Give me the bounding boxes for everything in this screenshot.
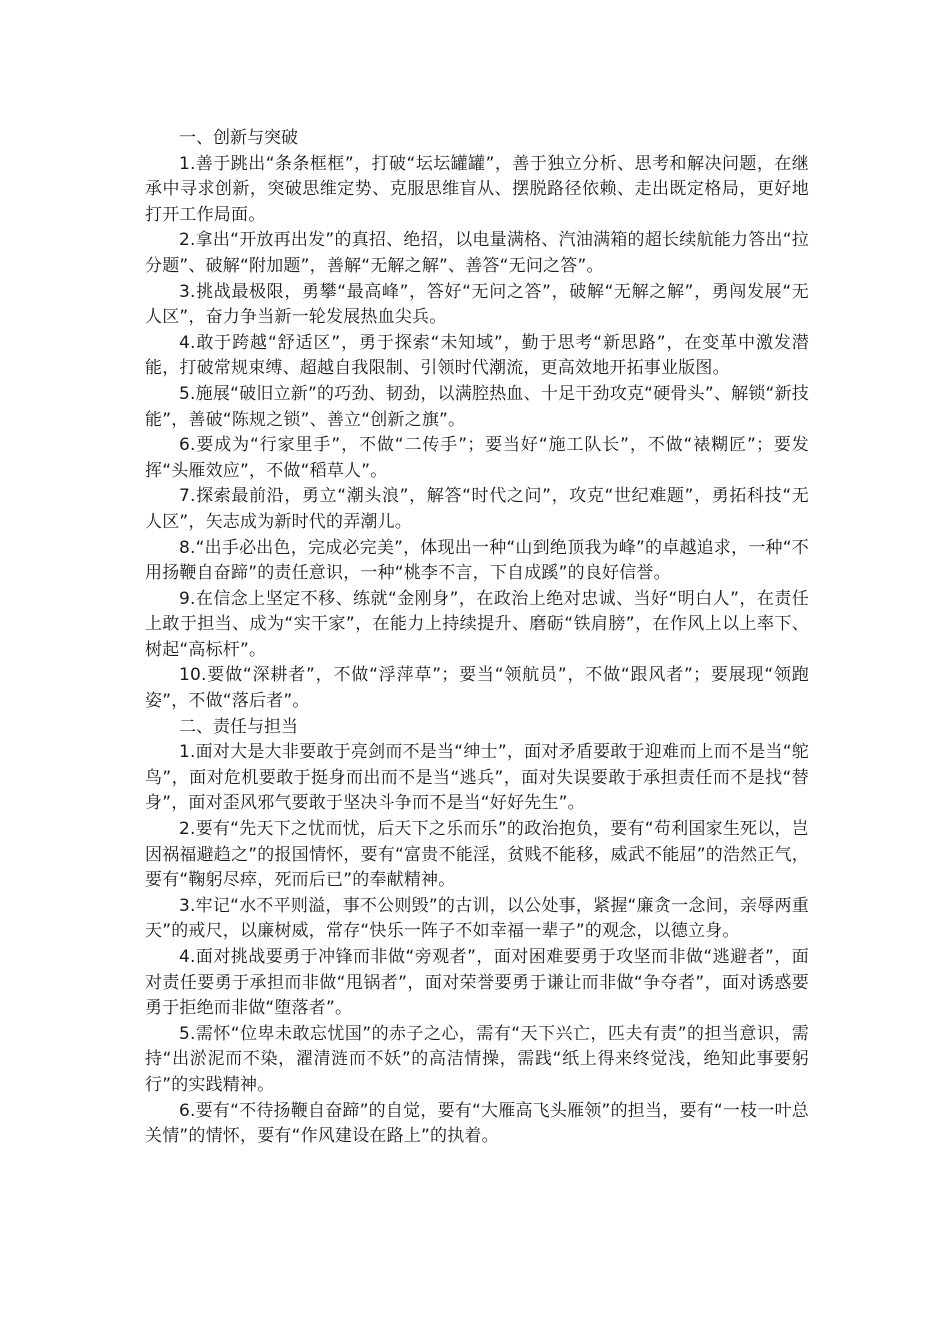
document-body <box>145 126 809 1150</box>
list-item: 3.挑战最极限，勇攀“最高峰”，答好“无问之答”，破解“无解之解”，勇闯发展“无人区”，奋力争当新一轮发展热血尖兵。 <box>145 281 809 328</box>
list-item: 1.面对大是大非要敢于亮剑而不是当“绅士”，面对矛盾要敢于迎难而上而不是当“鸵鸟”，面对危机要敢于挺身而出而不是当“逃兵”，面对失误要敢于承担责任而不是找“替身”，面对歪风邪气要敢于坚决斗争而不是当“好好先生”。 <box>145 742 809 814</box>
list-item: 4.面对挑战要勇于冲锋而非做“旁观者”，面对困难要勇于攻坚而非做“逃避者”，面对责任要勇于承担而非做“甩锅者”，面对荣誉要勇于谦让而非做“争夺者”，面对诱惑要勇于拒绝而非做“堕落者”。 <box>145 947 809 1019</box>
list-item: 10.要做“深耕者”，不做“浮萍草”；要当“领航员”，不做“跟风者”；要展现“领跑姿”，不做“落后者”。 <box>145 665 809 712</box>
section-heading: 一、创新与突破 <box>179 128 298 148</box>
list-item: 2.拿出“开放再出发”的真招、绝招，以电量满格、汽油满箱的超长续航能力答出“拉分题”、破解“附加题”，善解“无解之解”、善答“无问之答”。 <box>145 230 809 276</box>
list-item: 2.要有“先天下之忧而忧，后天下之乐而乐”的政治抱负，要有“苟利国家生死以，岂因祸福避趋之”的报国情怀，要有“富贵不能淫，贫贱不能移，威武不能屈”的浩然正气，要有“鞠躬尽瘁，死而后已”的奉献精神。 <box>145 819 809 891</box>
section-heading: 二、责任与担当 <box>179 716 298 737</box>
list-item: 6.要成为“行家里手”，不做“二传手”；要当好“施工队长”，不做“裱糊匠”；要发挥“头雁效应”，不做“稻草人”。 <box>145 435 809 481</box>
list-item: 3.牢记“水不平则溢，事不公则毁”的古训，以公处事，紧握“廉贪一念间，亲辱两重天”的戒尺，以廉树威，常存“快乐一阵子不如幸福一辈子”的观念，以德立身。 <box>145 895 809 942</box>
list-item: 9.在信念上坚定不移、练就“金刚身”，在政治上绝对忠诚、当好“明白人”，在责任上敢于担当、成为“实干家”，在能力上持续提升、磨砺“铁肩膀”，在作风上以上率下、树起“高标杆”。 <box>145 588 809 660</box>
list-item: 1.善于跳出“条条框框”，打破“坛坛罐罐”，善于独立分析、思考和解决问题，在继承中寻求创新，突破思维定势、克服思维盲从、摆脱路径依赖、走出既定格局，更好地打开工作局面。 <box>145 153 809 225</box>
list-item: 5.施展“破旧立新”的巧劲、韧劲，以满腔热血、十足干劲攻克“硬骨头”、解锁“新技能”，善破“陈规之锁”、善立“创新之旗”。 <box>145 383 809 430</box>
list-item: 8.“出手必出色，完成必完美”，体现出一种“山到绝顶我为峰”的卓越追求，一种“不用扬鞭自奋蹄”的责任意识，一种“桃李不言，下自成蹊”的良好信誉。 <box>145 537 809 584</box>
list-item: 6.要有“不待扬鞭自奋蹄”的自觉，要有“大雁高飞头雁领”的担当，要有“一枝一叶总关情”的情怀，要有“作风建设在路上”的执着。 <box>145 1100 809 1147</box>
list-item: 7.探索最前沿，勇立“潮头浪”，解答“时代之问”，攻克“世纪难题”，勇拓科技“无人区”，矢志成为新时代的弄潮儿。 <box>145 486 809 532</box>
list-item: 4.敢于跨越“舒适区”，勇于探索“未知域”，勤于思考“新思路”，在变革中激发潜能，打破常规束缚、超越自我限制、引领时代潮流，更高效地开拓事业版图。 <box>145 332 809 379</box>
list-item: 5.需怀“位卑未敢忘忧国”的赤子之心，需有“天下兴亡，匹夫有责”的担当意识，需持“出淤泥而不染，濯清涟而不妖”的高洁情操，需践“纸上得来终觉浅，绝知此事要躬行”的实践精神。 <box>145 1023 809 1095</box>
